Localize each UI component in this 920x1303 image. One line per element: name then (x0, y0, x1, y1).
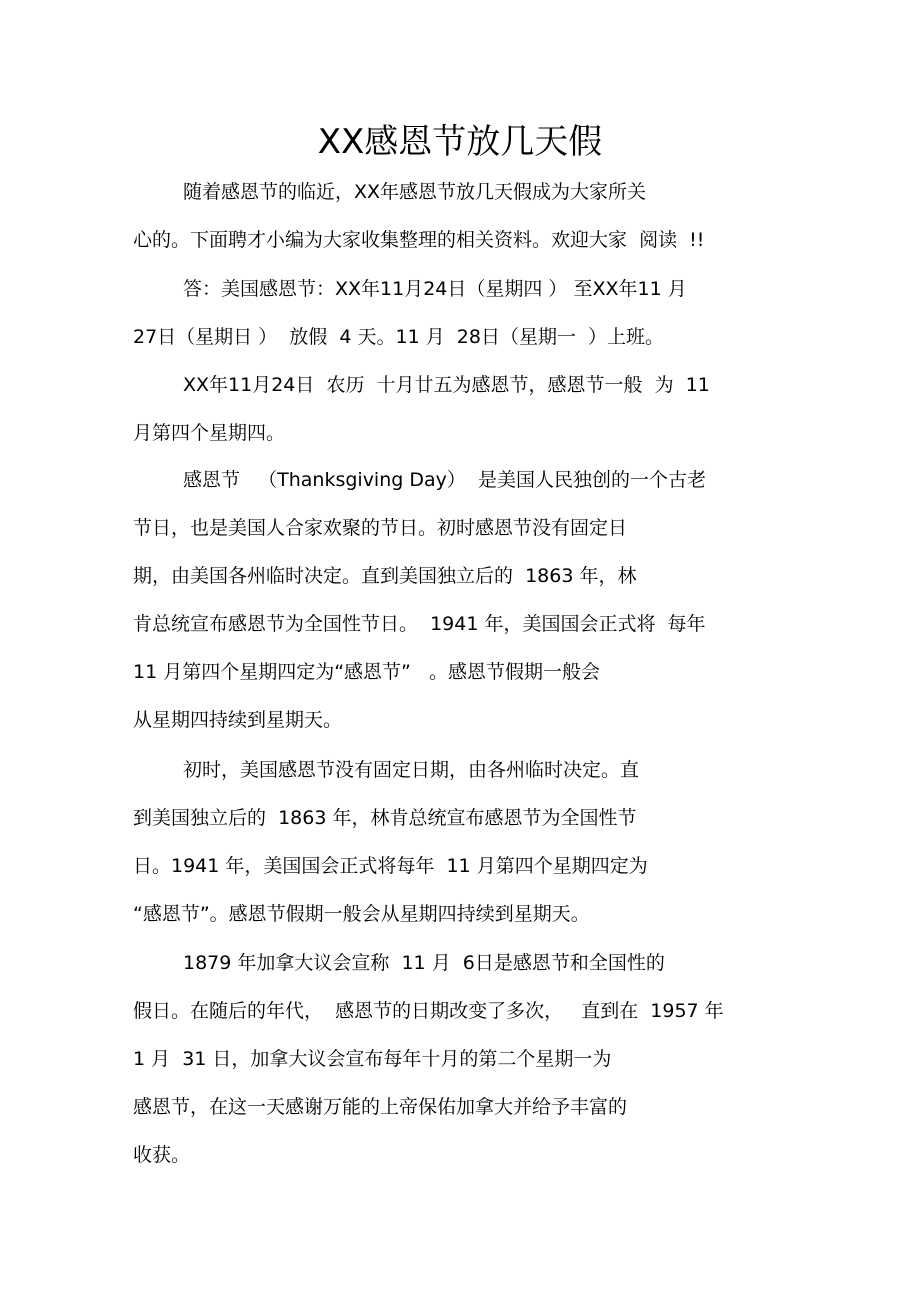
text-line: 感恩节 （Thanksgiving Day） 是美国人民独创的一个古老 (183, 469, 706, 491)
text-line: 假日。在随后的年代， 感恩节的日期改变了多次， 直到在 1957 年 (133, 1000, 724, 1022)
text-line: 日。1941 年，美国国会正式将每年 11 月第四个星期四定为 (133, 855, 648, 877)
text-line: 初时，美国感恩节没有固定日期，由各州临时决定。直 (183, 759, 640, 781)
text-line: 期，由美国各州临时决定。直到美国独立后的 1863 年，林 (133, 565, 637, 587)
text-line: XX年11月24日 农历 十月廿五为感恩节，感恩节一般 为 11 (183, 374, 710, 396)
text-line: “感恩节”。感恩节假期一般会从星期四持续到星期天。 (133, 903, 590, 925)
text-line: 随着感恩节的临近，XX年感恩节放几天假成为大家所关 (183, 181, 647, 203)
text-line: 1879 年加拿大议会宣称 11 月 6日是感恩节和全国性的 (183, 952, 665, 974)
text-line: 肯总统宣布感恩节为全国性节日。 1941 年，美国国会正式将 每年 (133, 613, 706, 635)
text-line: 到美国独立后的 1863 年，林肯总统宣布感恩节为全国性节 (133, 807, 637, 829)
text-line: 收获。 (133, 1144, 191, 1166)
text-line: 感恩节，在这一天感谢万能的上帝保佑加拿大并给予丰富的 (133, 1096, 628, 1118)
text-line: 心的。下面聘才小编为大家收集整理的相关资料。欢迎大家 阅读 !! (133, 229, 705, 251)
text-line: 11 月第四个星期四定为“感恩节” 。感恩节假期一般会 (133, 661, 601, 683)
text-line: 节日，也是美国人合家欢聚的节日。初时感恩节没有固定日 (133, 517, 628, 539)
text-line: 答：美国感恩节：XX年11月24日（星期四 ） 至XX年11 月 (183, 278, 687, 300)
text-line: 27日（星期日 ） 放假 4 天。11 月 28日（星期一 ）上班。 (133, 326, 665, 348)
text-line: 从星期四持续到星期天。 (133, 709, 343, 731)
text-line: 月第四个星期四。 (133, 422, 286, 444)
document-title: XX感恩节放几天假 (317, 122, 603, 162)
text-line: 1 月 31 日，加拿大议会宣布每年十月的第二个星期一为 (133, 1048, 612, 1070)
